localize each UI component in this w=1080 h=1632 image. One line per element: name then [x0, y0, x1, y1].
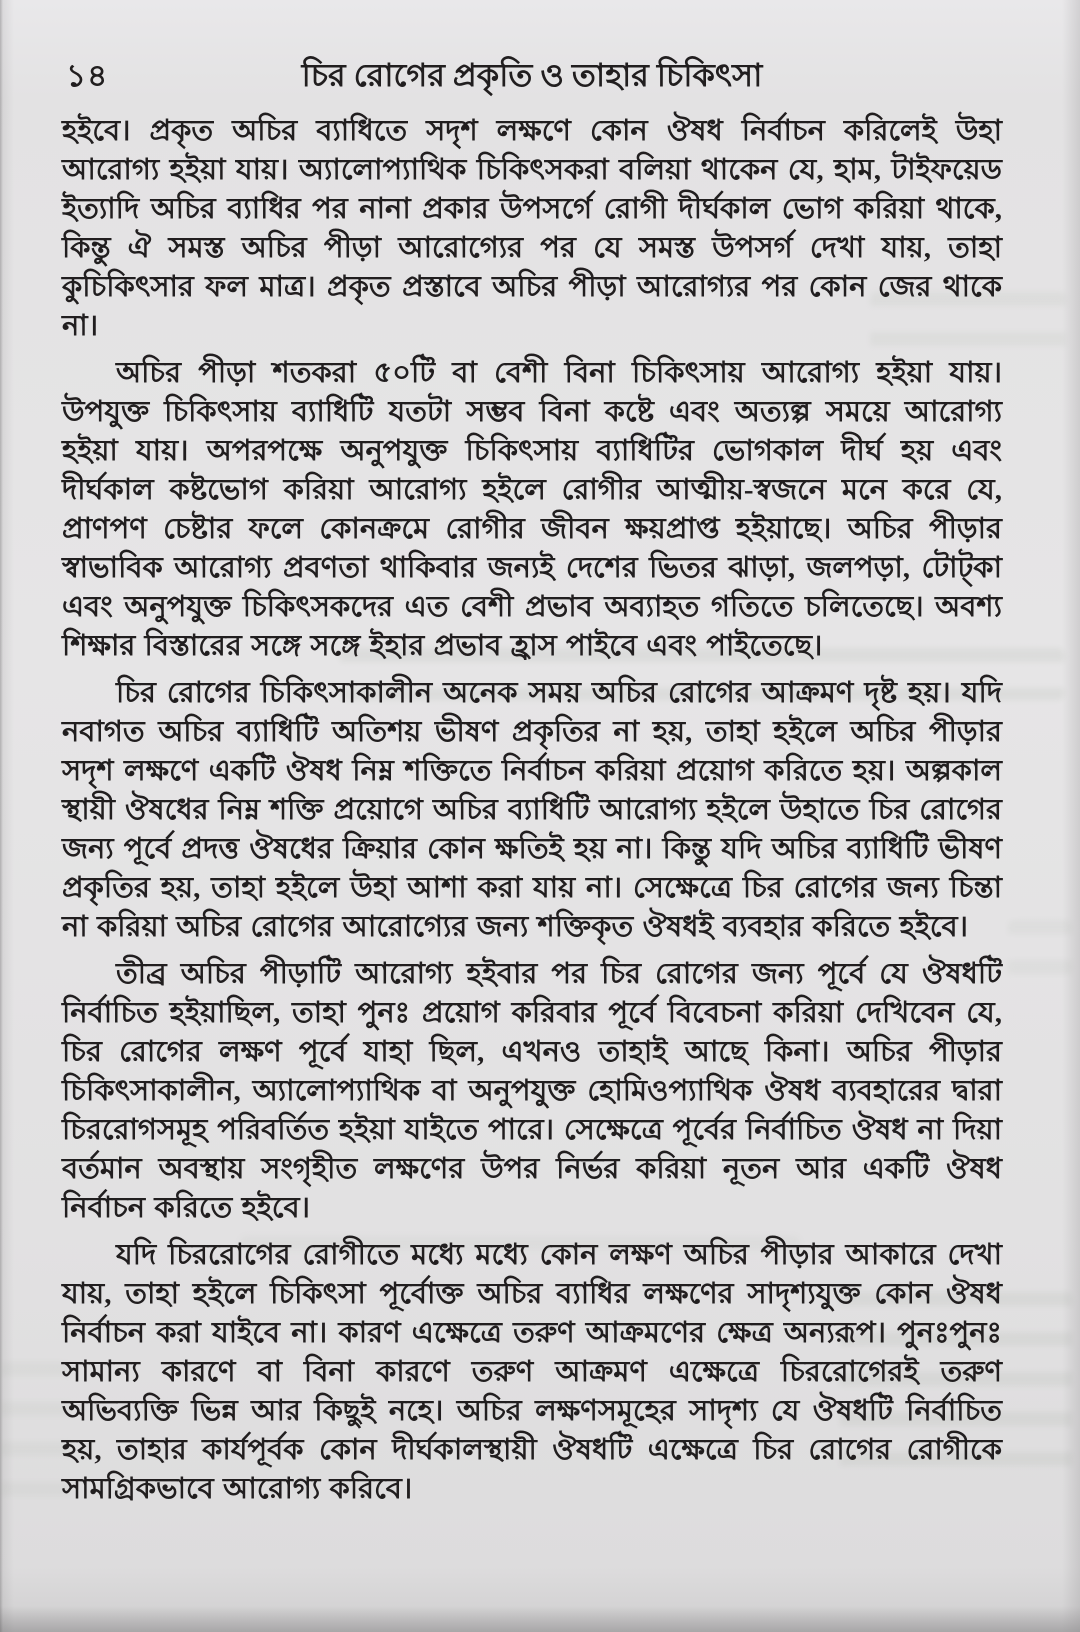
body-paragraph: যদি চিররোগের রোগীতে মধ্যে মধ্যে কোন লক্ষণ অচির পীড়ার আকারে দেখা যায়, তাহা হইলে চিকিৎসা পূর্বোক্ত অচির ব্যাধির লক্ষণের সাদৃশ্যযুক্ত কোন ঔষধ নির্বাচন করা যাইবে না। কারণ এক্ষেত্রে তরুণ আক্রমণের ক্ষেত্র অন্যরূপ। পুনঃপুনঃ সামান্য কারণে বা বিনা কারণে তরুণ আক্রমণ এক্ষেত্রে চিররোগেরই তরুণ অভিব্যক্তি ভিন্ন আর কিছুই নহে। অচির লক্ষণসমূহের সাদৃশ্য যে ঔষধটি নির্বাচিত হয়, তাহার কার্যপূর্বক কোন দীর্ঘকালস্থায়ী ঔষধটি এক্ষেত্রে চির রোগের রোগীকে সামগ্রিকভাবে আরোগ্য করিবে।	[62, 1239, 1002, 1505]
scan-bottom-shadow	[0, 1606, 1080, 1632]
running-header	[62, 50, 1002, 96]
body-paragraph: তীব্র অচির পীড়াটি আরোগ্য হইবার পর চির রোগের জন্য পূর্বে যে ঔষধটি নির্বাচিত হইয়াছিল, তাহা পুনঃ প্রয়োগ করিবার পূর্বে বিবেচনা করিয়া দেখিবেন যে, চির রোগের লক্ষণ পূর্বে যাহা ছিল, এখনও তাহাই আছে কিনা। অচির পীড়ার চিকিৎসাকালীন, অ্যালোপ্যাথিক বা অনুপযুক্ত হোমিওপ্যাথিক ঔষধ ব্যবহারের দ্বারা চিররোগসমূহ পরিবর্তিত হইয়া যাইতে পারে। সেক্ষেত্রে পূর্বের নির্বাচিত ঔষধ না দিয়া বর্তমান অবস্থায় সংগৃহীত লক্ষণের উপর নির্ভর করিয়া নূতন আর একটি ঔষধ নির্বাচন করিতে হইবে।	[62, 958, 1002, 1224]
body-text-column	[62, 112, 1002, 1509]
body-paragraph: হইবে। প্রকৃত অচির ব্যাধিতে সদৃশ লক্ষণে কোন ঔষধ নির্বাচন করিলেই উহা আরোগ্য হইয়া যায়। অ্যালোপ্যাথিক চিকিৎসকরা বলিয়া থাকেন যে, হাম, টাইফয়েড ইত্যাদি অচির ব্যাধির পর নানা প্রকার উপসর্গে রোগী দীর্ঘকাল ভোগ করিয়া থাকে, কিন্তু ঐ সমস্ত অচির পীড়া আরোগ্যের পর যে সমস্ত উপসর্গ দেখা যায়, তাহা কুচিকিৎসার ফল মাত্র। প্রকৃত প্রস্তাবে অচির পীড়া আরোগ্যর পর কোন জের থাকে না।	[62, 115, 1002, 342]
body-paragraph: অচির পীড়া শতকরা ৫০টি বা বেশী বিনা চিকিৎসায় আরোগ্য হইয়া যায়। উপযুক্ত চিকিৎসায় ব্যাধিটি যতটা সম্ভব বিনা কষ্টে এবং অত্যল্প সময়ে আরোগ্য হইয়া যায়। অপরপক্ষে অনুপযুক্ত চিকিৎসায় ব্যাধিটির ভোগকাল দীর্ঘ হয় এবং দীর্ঘকাল কষ্টভোগ করিয়া আরোগ্য হইলে রোগীর আত্মীয়-স্বজনে মনে করে যে, প্রাণপণ চেষ্টার ফলে কোনক্রমে রোগীর জীবন ক্ষয়প্রাপ্ত হইয়াছে। অচির পীড়ার স্বাভাবিক আরোগ্য প্রবণতা থাকিবার জন্যই দেশের ভিতর ঝাড়া, জলপড়া, টোট্‌কা এবং অনুপযুক্ত চিকিৎসকদের এত বেশী প্রভাব অব্যাহত গতিতে চলিতেছে। অবশ্য শিক্ষার বিস্তারের সঙ্গে সঙ্গে ইহার প্রভাব হ্রাস পাইবে এবং পাইতেছে।	[62, 357, 1002, 662]
body-paragraph: চির রোগের চিকিৎসাকালীন অনেক সময় অচির রোগের আক্রমণ দৃষ্ট হয়। যদি নবাগত অচির ব্যাধিটি অতিশয় ভীষণ প্রকৃতির না হয়, তাহা হইলে অচির পীড়ার সদৃশ লক্ষণে একটি ঔষধ নিম্ন শক্তিতে নির্বাচন করিয়া প্রয়োগ করিতে হয়। অল্পকাল স্থায়ী ঔষধের নিম্ন শক্তি প্রয়োগে অচির ব্যাধিটি আরোগ্য হইলে উহাতে চির রোগের জন্য পূর্বে প্রদত্ত ঔষধের ক্রিয়ার কোন ক্ষতিই হয় না। কিন্তু যদি অচির ব্যাধিটি ভীষণ প্রকৃতির হয়, তাহা হইলে উহা আশা করা যায় না। সেক্ষেত্রে চির রোগের জন্য চিন্তা না করিয়া অচির রোগের আরোগ্যের জন্য শক্তিকৃত ঔষধই ব্যবহার করিতে হইবে।	[62, 677, 1002, 943]
page-title: চির রোগের প্রকৃতি ও তাহার চিকিৎসা	[301, 57, 763, 93]
page-number: ১৪	[66, 58, 109, 93]
